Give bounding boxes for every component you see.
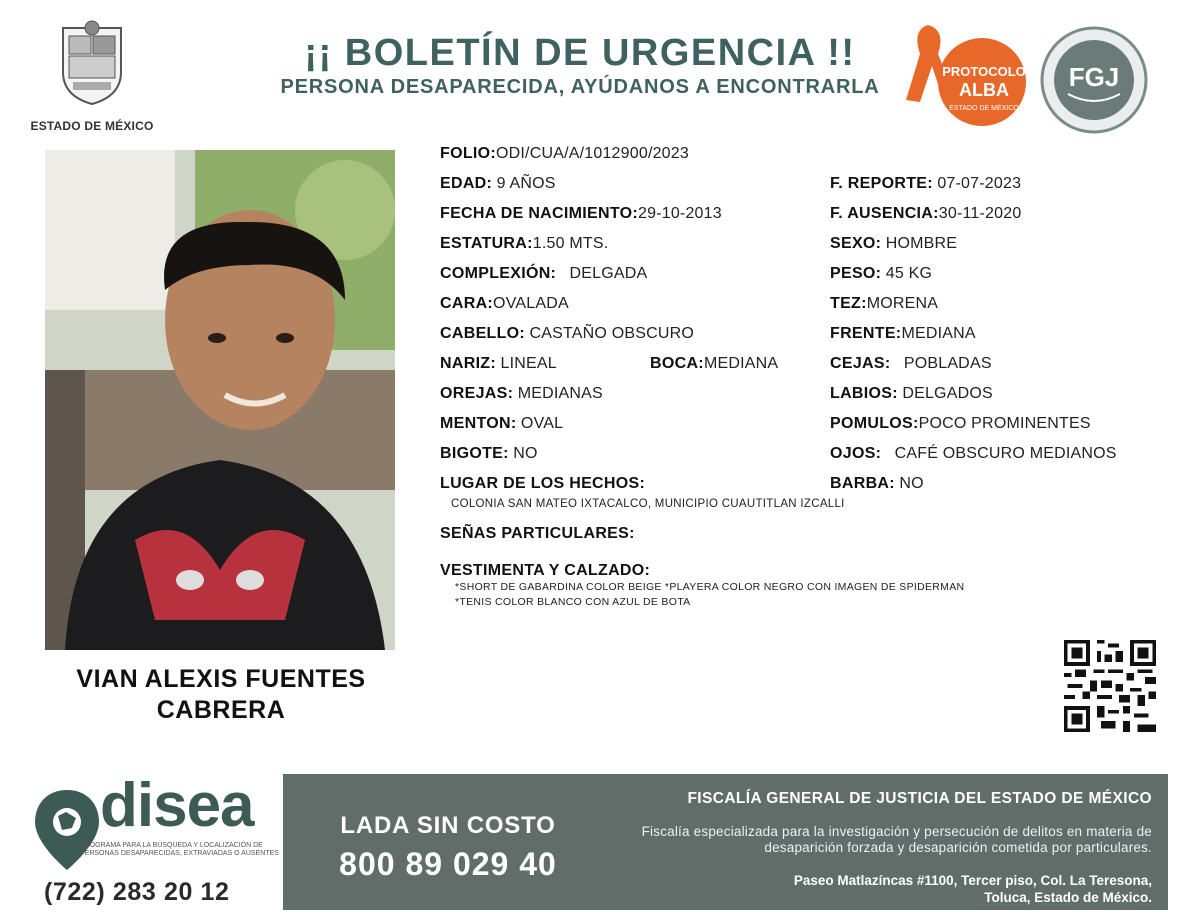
folio-field [440,144,689,164]
estatura-value: 1.50 MTS. [532,235,609,252]
lada-label: LADA SIN COSTO [340,812,556,839]
boca-value: MEDIANA [703,355,779,372]
peso-label: PESO: [830,265,882,282]
complexion-field [440,264,647,284]
person-name-line-1: VIAN ALEXIS FUENTES [76,665,366,693]
barba-value: NO [899,475,924,492]
estatura-label: ESTATURA: [440,235,533,252]
tez-label: TEZ: [830,295,867,312]
cabello-field [440,324,694,344]
menton-field [440,414,563,434]
pomulos-value: POCO PROMINENTES [918,415,1091,432]
ojos-label: OJOS: [830,445,882,462]
folio-label: FOLIO: [440,145,497,162]
sexo-field [830,234,957,254]
toll-free-number[interactable]: 800 89 029 40 [339,846,557,882]
boca-label: BOCA: [650,355,704,372]
f-ausencia-label: F. AUSENCIA: [830,205,939,222]
nariz-value: LINEAL [500,355,557,372]
senas-label: SEÑAS PARTICULARES: [440,525,635,542]
f-reporte-value: 07-07-2023 [937,175,1022,192]
contact-panel [283,774,1168,910]
frente-field [830,324,976,344]
cara-value: OVALADA [493,295,569,312]
peso-field [830,264,932,284]
missing-person-photo [45,150,395,650]
labios-label: LABIOS: [830,385,898,402]
state-coat-of-arms-icon [55,20,129,106]
pomulos-label: POMULOS: [830,415,919,432]
protocolo-alba-logo [898,20,1028,132]
fecha-nacimiento-label: FECHA DE NACIMIENTO: [440,205,638,222]
address-line-2: Toluca, Estado de México. [984,890,1152,905]
ojos-value: CAFÉ OBSCURO MEDIANOS [894,445,1117,462]
frente-label: FRENTE: [830,325,902,342]
vestimenta-field [440,561,650,581]
odisea-map-marker-icon [32,788,102,872]
bigote-field [440,444,538,464]
menton-value: OVAL [520,415,564,432]
bigote-value: NO [513,445,538,462]
person-full-name [45,664,397,726]
fgj-seal-logo [1040,26,1148,134]
qr-code-icon[interactable] [1063,640,1157,732]
nariz-field [440,354,557,374]
f-reporte-label: F. REPORTE: [830,175,933,192]
peso-value: 45 KG [885,265,933,282]
boca-field [650,354,778,374]
ojos-field [830,444,1117,464]
f-ausencia-field [830,204,1021,224]
labios-field [830,384,993,404]
tez-value: MORENA [866,295,939,312]
tez-field [830,294,938,314]
menton-label: MENTON: [440,415,517,432]
bigote-label: BIGOTE: [440,445,509,462]
cara-label: CARA: [440,295,494,312]
state-label: ESTADO DE MÉXICO [30,119,154,133]
f-ausencia-value: 30-11-2020 [938,205,1022,222]
cara-field [440,294,569,314]
sexo-value: HOMBRE [885,235,958,252]
edad-field [440,174,556,194]
orejas-label: OREJAS: [440,385,514,402]
cejas-field [830,354,992,374]
edad-value: 9 AÑOS [496,175,556,192]
fiscalia-description: Fiscalía especializada para la investigación y persecución de delitos en materia de desaparición forzada y desaparición cometida por particulares. [641,824,1152,855]
folio-value: ODI/CUA/A/1012900/2023 [496,145,689,162]
fecha-nacimiento-value: 29-10-2013 [638,205,722,222]
odisea-phone[interactable]: (722) 283 20 12 [44,878,230,906]
address-line-1: Paseo Matlazíncas #1100, Tercer piso, Col. La Teresona, [793,873,1152,888]
fecha-nacimiento-field [440,204,722,224]
complexion-value: DELGADA [569,265,648,282]
bulletin-subtitle: PERSONA DESAPARECIDA, AYÚDANOS A ENCONTRARLA [280,76,880,98]
cejas-label: CEJAS: [830,355,891,372]
barba-field [830,474,924,494]
complexion-label: COMPLEXIÓN: [440,265,557,282]
vestimenta-label: VESTIMENTA Y CALZADO: [440,562,651,579]
lugar-label: LUGAR DE LOS HECHOS: [440,475,646,492]
senas-field [440,524,635,544]
odisea-description: PROGRAMA PARA LA BÚSQUEDA Y LOCALIZACIÓN DE PERSONAS DESAPARECIDAS, EXTRAVIADAS O AUSENTES [80,842,279,857]
orejas-field [440,384,603,404]
alba-text-3: ESTADO DE MÉXICO [949,105,1019,112]
fgj-text: FGJ [1068,62,1120,92]
nariz-label: NARIZ: [440,355,497,372]
estatura-field [440,234,608,254]
odisea-logo-block [32,771,282,912]
alba-text-2: ALBA [959,80,1009,100]
cabello-label: CABELLO: [440,325,526,342]
frente-value: MEDIANA [901,325,976,342]
f-reporte-field [830,174,1021,194]
fiscalia-address [592,872,1152,906]
barba-label: BARBA: [830,475,895,492]
cejas-value: POBLADAS [903,355,992,372]
state-logo-block [22,20,162,133]
sexo-label: SEXO: [830,235,882,252]
bulletin-title: ¡¡ BOLETÍN DE URGENCIA !! [304,32,856,74]
person-name-line-2: CABRERA [156,696,286,724]
cabello-value: CASTAÑO OBSCURO [529,325,695,342]
pomulos-field [830,414,1091,434]
fiscalia-title: FISCALÍA GENERAL DE JUSTICIA DEL ESTADO DE MÉXICO [687,790,1152,807]
lugar-field [440,474,645,494]
vestimenta-value: *SHORT DE GABARDINA COLOR BEIGE *PLAYERA COLOR NEGRO CON IMAGEN DE SPIDERMAN *TENIS COLOR BLANCO CON AZUL DE BOTA [455,581,965,608]
orejas-value: MEDIANAS [517,385,603,402]
labios-value: DELGADOS [902,385,993,402]
alba-text-1: PROTOCOLO [942,64,1026,79]
edad-label: EDAD: [440,175,493,192]
odisea-wordmark: disea [100,771,254,840]
lugar-value: COLONIA SAN MATEO IXTACALCO, MUNICIPIO CUAUTITLAN IZCALLI [451,498,845,510]
